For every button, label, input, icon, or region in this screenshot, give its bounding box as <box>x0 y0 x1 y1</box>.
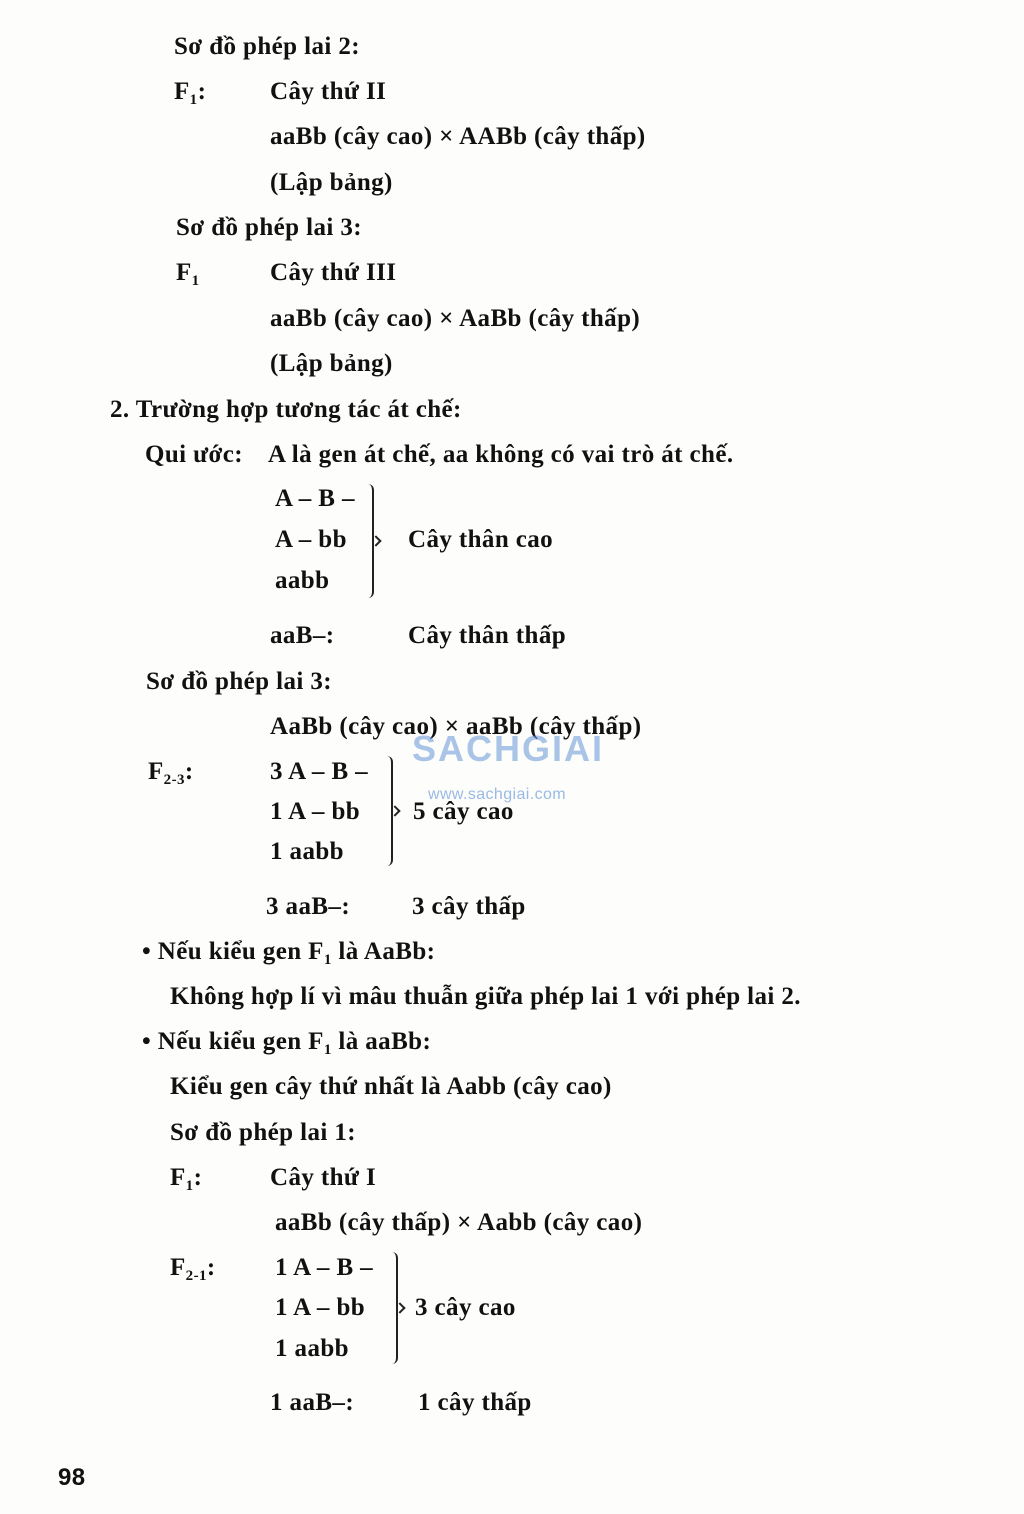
genotype: aabb <box>275 567 330 594</box>
convention-label: Qui ước: <box>145 441 244 468</box>
watermark-logo: SACHGIAI <box>412 728 605 769</box>
heading-cross-3: Sơ đồ phép lai 3: <box>176 214 362 241</box>
plant-label: Cây thứ II <box>270 78 387 105</box>
ratio-row: 3 aaB–: <box>266 893 351 920</box>
phenotype-label: 5 cây cao <box>413 798 514 825</box>
table-note: (Lập bảng) <box>270 350 393 377</box>
genotype: A – B – <box>275 485 355 512</box>
brace <box>390 1252 398 1364</box>
generation-label: $F_1$: <box>170 1164 203 1194</box>
table-note: (Lập bảng) <box>270 169 393 196</box>
cross-formula: aaBb (cây thấp) × Aabb (cây cao) <box>275 1209 643 1236</box>
generation-label: $F_{2-3}$: <box>148 758 194 788</box>
convention-text: A là gen át chế, aa không có vai trò át chế. <box>268 441 734 468</box>
bullet-text: Kiểu gen cây thứ nhất là Aabb (cây cao) <box>170 1073 612 1100</box>
phenotype-label: 3 cây thấp <box>412 893 526 920</box>
cross-formula: aaBb (cây cao) × AaBb (cây thấp) <box>270 305 641 332</box>
brace <box>385 756 393 866</box>
watermark-url: www.sachgiai.com <box>428 786 567 803</box>
generation-label: $F_1$ <box>176 259 200 289</box>
heading-cross-1: Sơ đồ phép lai 1: <box>170 1119 356 1146</box>
generation-label: $F_{2-1}$: <box>170 1254 216 1284</box>
ratio-row: 1 aaB–: <box>270 1389 355 1416</box>
brace <box>366 484 374 598</box>
ratio-row: 1 aabb <box>270 838 344 865</box>
genotype: A – bb <box>275 526 347 553</box>
cross-formula: AaBb (cây cao) × aaBb (cây thấp) <box>270 713 642 740</box>
phenotype-label: Cây thân cao <box>408 526 554 553</box>
bullet-item: • Nếu kiểu gen $F_1$ là AaBb: <box>142 938 436 968</box>
plant-label: Cây thứ I <box>270 1164 377 1191</box>
genotype: aaB–: <box>270 622 335 649</box>
plant-label: Cây thứ III <box>270 259 397 286</box>
bullet-text: Không hợp lí vì mâu thuẫn giữa phép lai 1 với phép lai 2. <box>170 983 801 1010</box>
ratio-row: 3 A – B – <box>270 758 369 785</box>
heading-cross-2: Sơ đồ phép lai 2: <box>174 33 360 60</box>
cross-formula: aaBb (cây cao) × AABb (cây thấp) <box>270 123 646 150</box>
phenotype-label: Cây thân thấp <box>408 622 567 649</box>
bullet-item: • Nếu kiểu gen $F_1$ là aaBb: <box>142 1028 432 1058</box>
ratio-row: 1 A – B – <box>275 1254 374 1281</box>
ratio-row: 1 A – bb <box>275 1294 366 1321</box>
phenotype-label: 1 cây thấp <box>418 1389 532 1416</box>
ratio-row: 1 A – bb <box>270 798 361 825</box>
page-number: 98 <box>58 1464 86 1491</box>
generation-label: $F_1$: <box>174 78 207 108</box>
section-heading: 2. Trường hợp tương tác át chế: <box>110 396 462 423</box>
heading-cross-3: Sơ đồ phép lai 3: <box>146 668 332 695</box>
ratio-row: 1 aabb <box>275 1335 349 1362</box>
phenotype-label: 3 cây cao <box>415 1294 516 1321</box>
